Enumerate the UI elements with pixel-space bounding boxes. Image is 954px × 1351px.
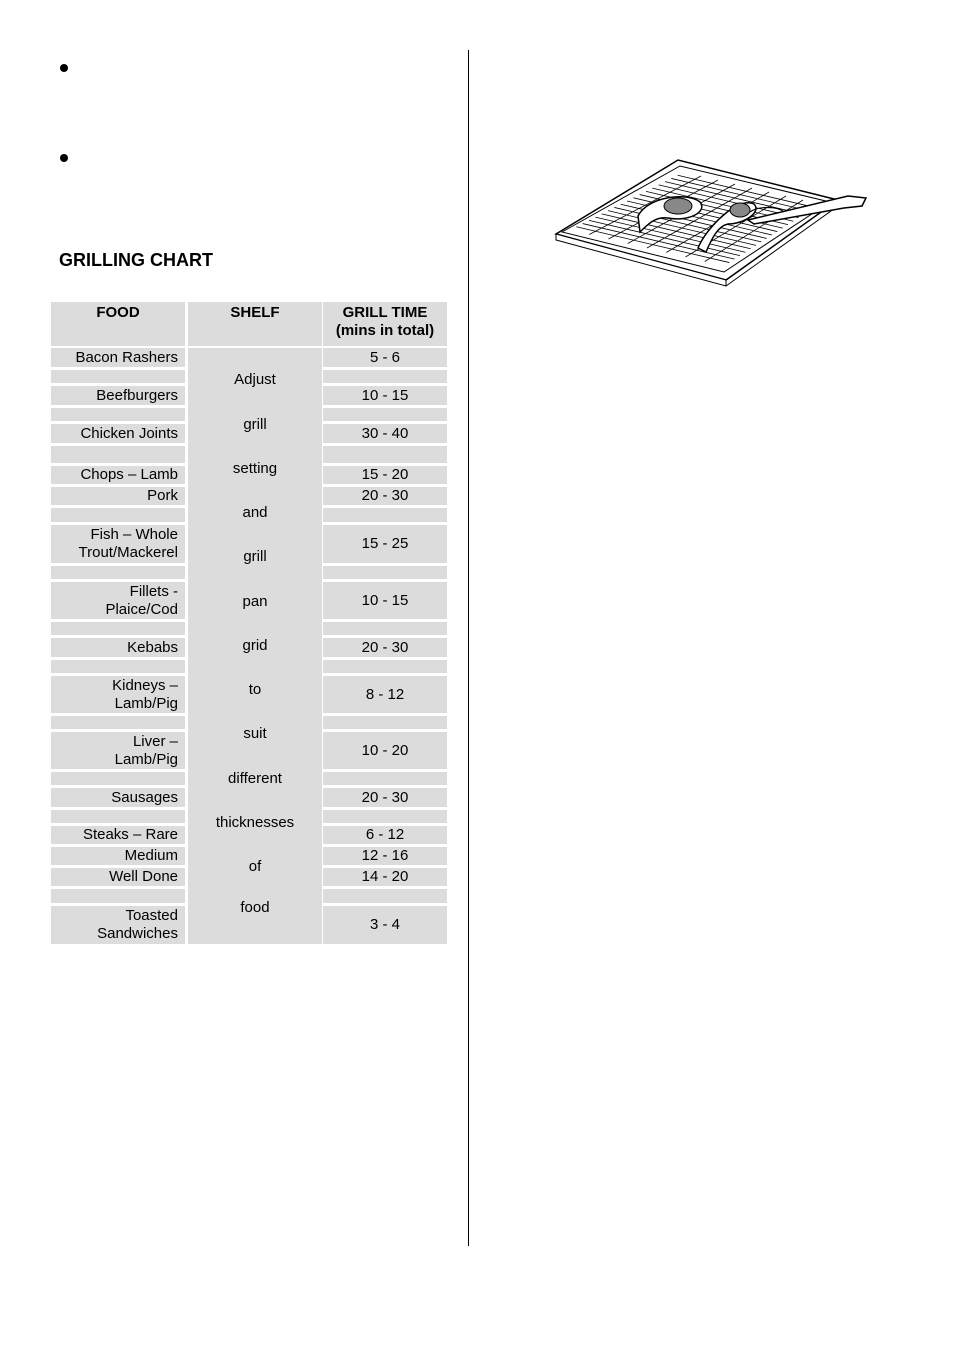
grill-pan-illustration <box>548 152 870 288</box>
food-cell: Well Done <box>51 868 185 886</box>
grill-time-cell: 10 - 15 <box>323 582 447 619</box>
shelf-word: pan <box>242 593 268 610</box>
header-grill-time: GRILL TIME (mins in total) <box>323 302 447 346</box>
header-shelf: SHELF <box>188 302 322 346</box>
food-cell: Fillets - Plaice/Cod <box>51 582 185 619</box>
grill-time-cell: 15 - 20 <box>323 466 447 484</box>
grill-time-cell: 20 - 30 <box>323 638 447 657</box>
grill-time-cell: 12 - 16 <box>323 847 447 865</box>
grill-time-cell: 8 - 12 <box>323 676 447 713</box>
grill-time-cell: 30 - 40 <box>323 424 447 443</box>
shelf-word: different <box>228 770 282 787</box>
shelf-word: of <box>248 858 262 875</box>
grill-time-cell: 10 - 20 <box>323 732 447 769</box>
grill-time-cell: 14 - 20 <box>323 868 447 886</box>
food-cell: Chops – Lamb <box>51 466 185 484</box>
food-cell: Pork <box>51 487 185 505</box>
column-divider <box>468 50 469 1246</box>
grill-time-cell: 5 - 6 <box>323 348 447 367</box>
food-cell: Sausages <box>51 788 185 807</box>
food-cell <box>51 446 185 463</box>
grill-time-cell: 20 - 30 <box>323 788 447 807</box>
food-cell: Liver – Lamb/Pig <box>51 732 185 769</box>
header-food: FOOD <box>51 302 185 346</box>
grill-time-cell <box>323 566 447 579</box>
food-cell <box>51 772 185 785</box>
grill-time-cell: 15 - 25 <box>323 525 447 563</box>
food-cell <box>51 716 185 729</box>
food-cell <box>51 622 185 635</box>
food-cell: Toasted Sandwiches <box>51 906 185 944</box>
grill-time-cell <box>323 622 447 635</box>
grill-time-cell: 6 - 12 <box>323 826 447 844</box>
shelf-word: grill <box>243 416 267 433</box>
grill-time-cell <box>323 716 447 729</box>
food-cell: Steaks – Rare <box>51 826 185 844</box>
food-cell <box>51 889 185 903</box>
shelf-word: thicknesses <box>215 814 295 831</box>
shelf-word: setting <box>232 460 278 477</box>
shelf-word: grill <box>243 548 267 565</box>
grill-time-cell <box>323 810 447 823</box>
food-cell: Bacon Rashers <box>51 348 185 367</box>
food-cell: Kebabs <box>51 638 185 657</box>
grill-time-cell <box>323 370 447 383</box>
chart-title: GRILLING CHART <box>59 250 213 270</box>
food-cell <box>51 508 185 522</box>
shelf-word: food <box>240 899 270 916</box>
grill-time-cell <box>323 660 447 673</box>
grill-time-cell: 10 - 15 <box>323 386 447 405</box>
grill-time-cell <box>323 408 447 421</box>
shelf-word: and <box>242 504 268 521</box>
food-cell <box>51 408 185 421</box>
grill-time-cell: 20 - 30 <box>323 487 447 505</box>
grill-time-cell <box>323 446 447 463</box>
food-cell <box>51 566 185 579</box>
food-cell <box>51 660 185 673</box>
shelf-word: suit <box>243 725 267 742</box>
grill-time-cell: 3 - 4 <box>323 906 447 944</box>
food-cell: Chicken Joints <box>51 424 185 443</box>
food-cell: Medium <box>51 847 185 865</box>
food-cell: Beefburgers <box>51 386 185 405</box>
grill-time-cell <box>323 508 447 522</box>
shelf-word: to <box>248 681 262 698</box>
grill-time-cell <box>323 889 447 903</box>
food-cell <box>51 370 185 383</box>
grill-time-cell <box>323 772 447 785</box>
shelf-word: Adjust <box>234 371 276 388</box>
food-cell: Fish – Whole Trout/Mackerel <box>51 525 185 563</box>
bullet-point-1 <box>60 64 68 72</box>
shelf-word: grid <box>242 637 268 654</box>
bullet-point-2 <box>60 154 68 162</box>
food-cell <box>51 810 185 823</box>
food-cell: Kidneys – Lamb/Pig <box>51 676 185 713</box>
